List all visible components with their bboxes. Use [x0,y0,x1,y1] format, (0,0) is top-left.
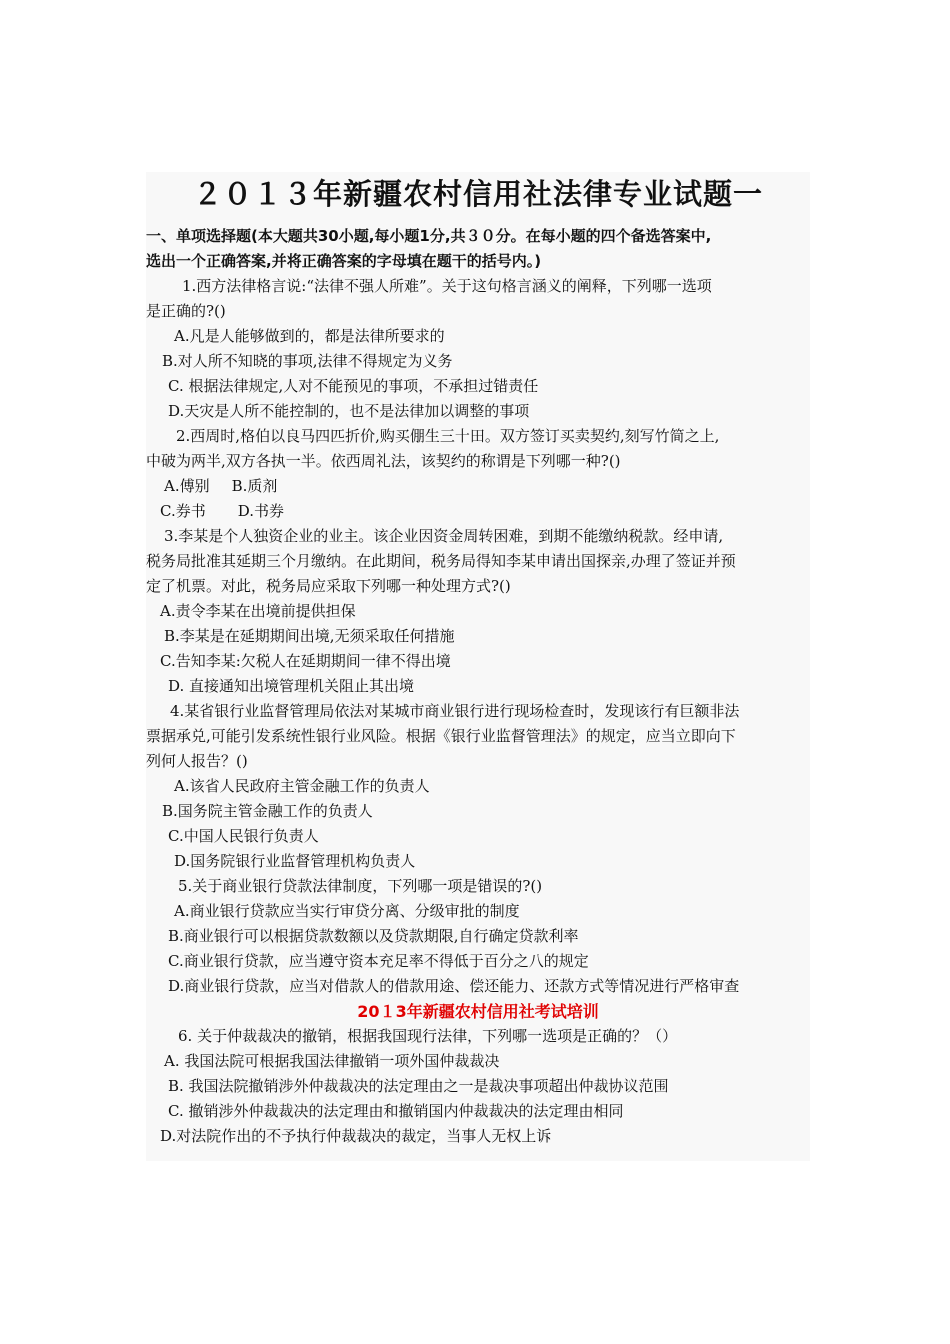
q3-stem-line2: 税务局批准其延期三个月缴纳。在此期间，税务局得知李某申请出国探亲,办理了签证并预 [146,552,736,570]
q6-option-a: A. 我国法院可根据我国法律撤销一项外国仲裁裁决 [164,1052,500,1070]
q3-option-a: A.责令李某在出境前提供担保 [160,602,356,620]
q3-option-d: D. 直接通知出境管理机关阻止其出境 [168,677,415,695]
q5-stem: 5.关于商业银行贷款法律制度，下列哪一项是错误的?() [178,877,543,895]
document-body [146,172,810,1161]
q5-option-b: B.商业银行可以根据贷款数额以及贷款期限,自行确定贷款利率 [168,927,579,945]
q5-option-c: C.商业银行贷款，应当遵守资本充足率不得低于百分之八的规定 [168,952,589,970]
q4-stem-line2: 票据承兑,可能引发系统性银行业风险。根据《银行业监督管理法》的规定，应当立即向下 [146,727,736,745]
q1-option-d: D.天灾是人所不能控制的，也不是法律加以调整的事项 [168,402,530,420]
q2-option-a: A.傅别 [164,477,210,495]
q2-options-row2 [146,499,810,524]
q2-option-c: C.券书 [160,502,206,520]
q4-option-b: B.国务院主管金融工作的负责人 [162,802,373,820]
q3-option-c: C.告知李某:欠税人在延期期间一律不得出境 [160,652,451,670]
q4-option-c: C.中国人民银行负责人 [168,827,319,845]
q1-stem-line2: 是正确的?() [146,302,226,320]
q6-option-d: D.对法院作出的不予执行仲裁裁决的裁定，当事人无权上诉 [160,1127,552,1145]
q4-stem-line1: 4.某省银行业监督管理局依法对某城市商业银行进行现场检查时，发现该行有巨额非法 [170,702,740,720]
q5-option-d: D.商业银行贷款，应当对借款人的借款用途、偿还能力、还款方式等情况进行严格审查 [168,977,740,995]
q6-option-c: C. 撤销涉外仲裁裁决的法定理由和撤销国内仲裁裁决的法定理由相同 [168,1102,624,1120]
q4-stem-line3: 列何人报告？() [146,752,248,770]
q1-stem-line1: 1.西方法律格言说:“法律不强人所难”。关于这句格言涵义的阐释，下列哪一选项 [182,277,712,295]
q6-stem: 6. 关于仲裁裁决的撤销，根据我国现行法律，下列哪一选项是正确的？（） [178,1027,678,1045]
q1-option-a: A.凡是人能够做到的，都是法律所要求的 [174,327,445,345]
section-heading-line2: 选出一个正确答案,并将正确答案的字母填在题干的括号内。) [146,252,542,270]
q5-option-a: A.商业银行贷款应当实行审贷分离、分级审批的制度 [174,902,520,920]
q4-option-d: D.国务院银行业监督管理机构负责人 [174,852,416,870]
q6-option-b: B. 我国法院撤销涉外仲裁裁决的法定理由之一是裁决事项超出仲裁协议范围 [168,1077,669,1095]
q2-option-d: D.书券 [237,502,284,520]
q3-option-b: B.李某是在延期期间出境,无须采取任何措施 [164,627,455,645]
q1-option-b: B.对人所不知晓的事项,法律不得规定为义务 [162,352,453,370]
q2-option-b: B.质剂 [231,477,278,495]
q1-option-c: C. 根据法律规定,人对不能预见的事项，不承担过错责任 [168,377,539,395]
q3-stem-line3: 定了机票。对此，税务局应采取下列哪一种处理方式?() [146,577,511,595]
q3-stem-line1: 3.李某是个人独资企业的业主。该企业因资金周转困难，到期不能缴纳税款。经申请, [164,527,724,545]
document-title: ２０１３年新疆农村信用社法律专业试题一 [192,177,763,211]
training-banner: 20１3年新疆农村信用社考试培训 [357,1002,599,1021]
section-heading-line1: 一、单项选择题(本大题共30小题,每小题1分,共３０分。在每小题的四个备选答案中, [146,227,712,245]
q2-stem-line2: 中破为两半,双方各执一半。依西周礼法，该契约的称谓是下列哪一种?() [146,452,621,470]
q2-options-row1 [146,474,810,499]
q4-option-a: A.该省人民政府主管金融工作的负责人 [174,777,430,795]
q2-stem-line1: 2.西周时,格伯以良马四匹折价,购买倗生三十田。双方签订买卖契约,刻写竹简之上, [176,427,720,445]
